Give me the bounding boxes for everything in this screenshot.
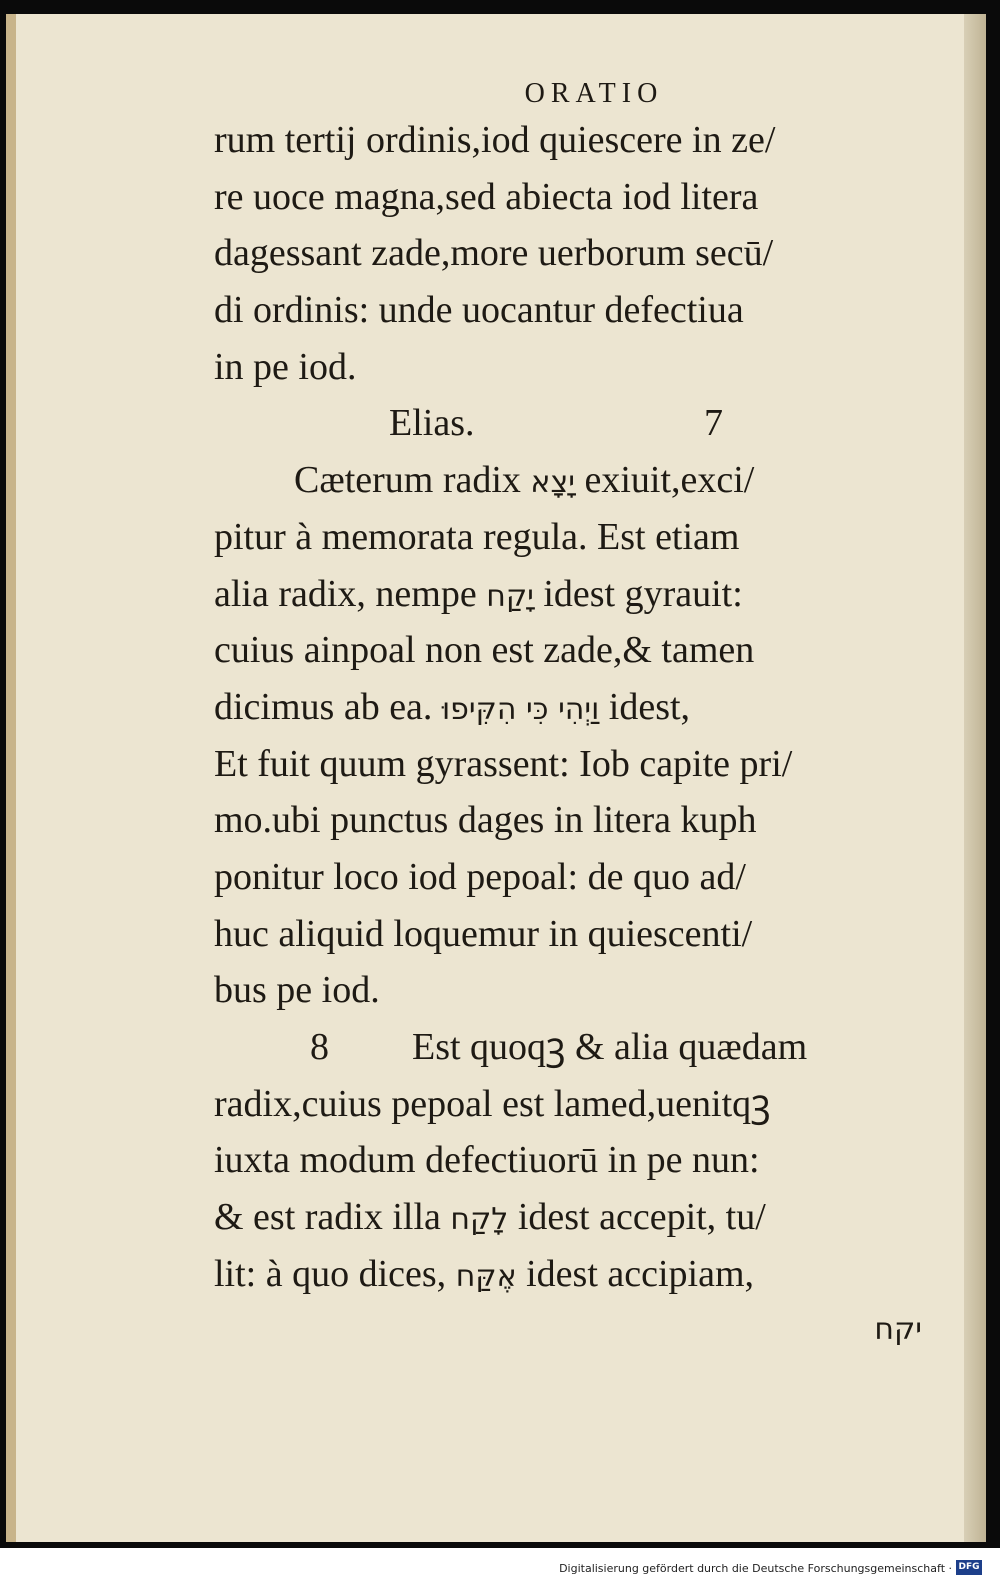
latin-text: Est quoqꝫ & alia quædam: [412, 1026, 808, 1068]
footer-bar: [0, 1548, 1000, 1591]
latin-text: Cæterum radix: [294, 459, 521, 502]
section-label: Elias.: [389, 402, 475, 445]
section-number: 7: [704, 402, 723, 445]
latin-text: iuxta modum defectiuorū in pe nun:: [214, 1139, 760, 1182]
para8-first-line: [214, 1019, 934, 1076]
latin-text: cuius ainpoal non est zade,& tamen: [214, 629, 755, 672]
para8-line-4: [214, 1246, 934, 1303]
para7-line-4: [214, 679, 934, 736]
latin-text: idest accipiam,: [526, 1252, 755, 1295]
para7-line-0: [214, 452, 934, 509]
para7-line-8: [214, 906, 934, 963]
latin-text: huc aliquid loquemur in quiescenti/: [214, 912, 753, 955]
para7-line-5: [214, 736, 934, 793]
para7-line-2: [214, 566, 934, 623]
latin-text: lit: à quo dices,: [214, 1252, 447, 1295]
hebrew-word: יָקַח: [486, 578, 534, 614]
text-line: in pe iod.: [214, 345, 357, 388]
para8-line-3: [214, 1189, 934, 1246]
latin-text: radix,cuius pepoal est lamed,uenitqꝫ: [214, 1082, 771, 1125]
footer-credit: Digitalisierung gefördert durch die Deutsche Forschungsgemeinschaft ·: [559, 1562, 952, 1575]
catchword: יקח: [874, 1312, 922, 1348]
text-line: rum tertij ordinis,iod quiescere in ze/: [214, 119, 776, 161]
latin-text: bus pe iod.: [214, 969, 380, 1012]
section-heading: [214, 395, 934, 452]
hebrew-word: יָצָא: [530, 465, 575, 501]
hebrew-word: לָקַח: [450, 1202, 509, 1238]
book-page: [6, 14, 986, 1542]
para7-line-3: [214, 622, 934, 679]
latin-text: idest accepit, tu/: [517, 1196, 766, 1239]
para8-line-2: [214, 1132, 934, 1189]
latin-text: idest gyrauit:: [543, 572, 743, 615]
dfg-logo: DFG: [956, 1560, 982, 1575]
text-line: re uoce magna,sed abiecta iod litera: [214, 175, 759, 218]
latin-text: dicimus ab ea.: [214, 685, 433, 728]
latin-text: & est radix illa: [214, 1196, 441, 1239]
page-edge: [964, 14, 986, 1542]
para7-line-9: [214, 962, 934, 1019]
para7-line-6: [214, 792, 934, 849]
para7-line-7: [214, 849, 934, 906]
text-block: [214, 76, 934, 1359]
latin-text: mo.ubi punctus dages in litera kuph: [214, 799, 757, 842]
hebrew-word: אֶקַּח: [455, 1258, 517, 1294]
paragraph-number: 8: [310, 1026, 329, 1068]
latin-text: exiuit,exci/: [584, 459, 755, 502]
latin-text: alia radix, nempe: [214, 572, 477, 615]
para7-line-1: [214, 509, 934, 566]
latin-text: ponitur loco iod pepoal: de quo ad/: [214, 855, 746, 898]
latin-text: idest,: [608, 685, 691, 728]
text-line: dagessant zade,more uerborum secū/: [214, 232, 774, 275]
text-line: di ordinis: unde uocantur defectiua: [214, 289, 744, 332]
running-head: ORATIO: [524, 78, 664, 109]
latin-text: Et fuit quum gyrassent: Iob capite pri/: [214, 742, 793, 785]
hebrew-phrase: וַיְהִי כִּי הִקִּיפוּ: [441, 691, 600, 727]
latin-text: pitur à memorata regula. Est etiam: [214, 515, 740, 558]
para8-line-1: [214, 1076, 934, 1133]
